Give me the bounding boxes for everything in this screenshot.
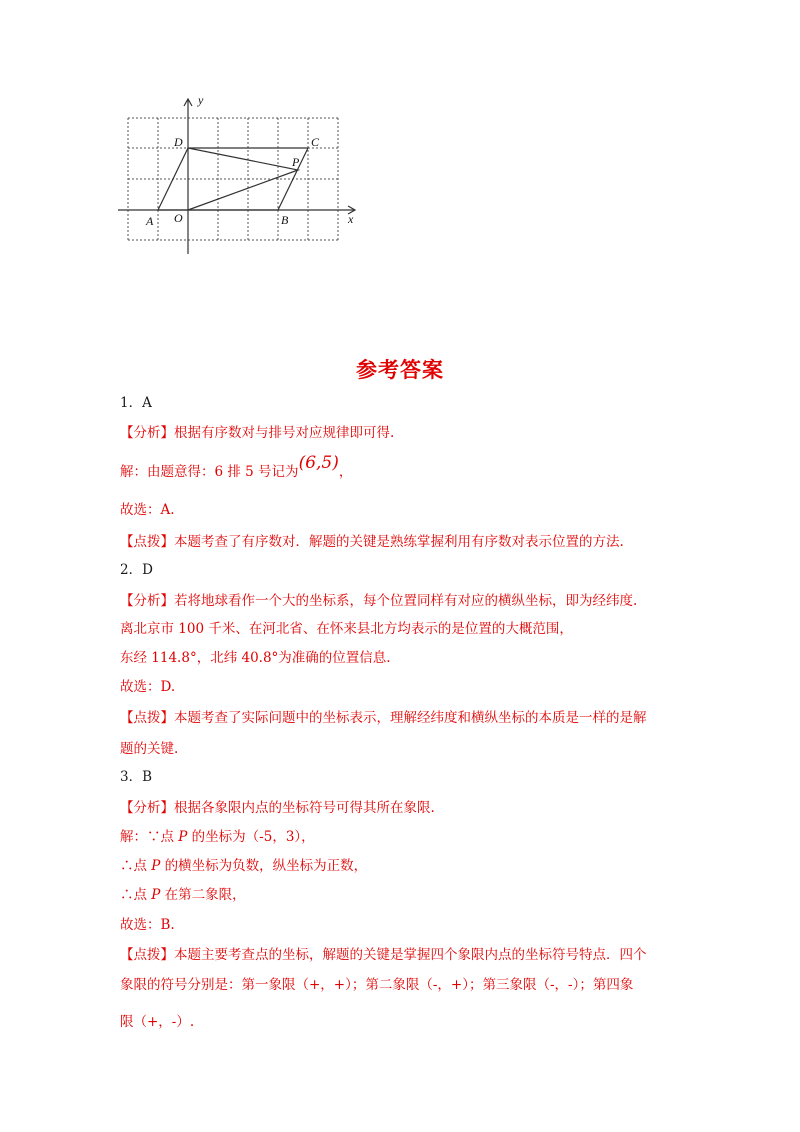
q2-answer: 2．D [120,562,153,578]
q1-solution-pair: (6,5) [298,453,339,473]
q3-comment-1: 【点拨】本题主要考查点的坐标，解题的关键是掌握四个象限内点的坐标符号特点．四个 [120,947,647,963]
q1-solution-prefix: 解：由题意得：6 排 5 号记为 [120,464,299,480]
q1-choice: 故选：A. [120,502,175,518]
q3-sol1-text-a: 解：∵点 [120,829,179,845]
q3-comment-2: 象限的符号分别是：第一象限（+，+）；第二象限（-，+）；第三象限（-，-）；第四象 [120,977,634,993]
axes [118,99,355,254]
q3-sol2-point: P [151,858,161,874]
answer-heading: 参考答案 [356,358,444,382]
q1-analysis: 【分析】根据有序数对与排号对应规律即可得. [120,425,395,441]
q3-choice: 故选：B. [120,917,175,933]
coordinate-figure [110,88,370,258]
q1-solution-suffix: ， [338,464,353,480]
label-x: x [348,212,354,226]
q3-sol1-text-b: 的坐标为（-5，3）， [187,829,315,845]
q2-comment-2: 题的关键. [120,741,179,757]
q2-analysis-2: 离北京市 100 千米、在河北省、在怀来县北方均表示的是位置的大概范围， [120,621,573,637]
q2-analysis-3: 东经 114.8°，北纬 40.8°为准确的位置信息. [120,650,391,666]
label-p: P [292,155,300,169]
label-b: B [281,213,289,227]
q1-comment: 【点拨】本题考查了有序数对．解题的关键是熟练掌握利用有序数对表示位置的方法. [120,534,624,550]
q2-analysis: 【分析】若将地球看作一个大的坐标系，每个位置同样有对应的横纵坐标，即为经纬度. [120,593,638,609]
q2-comment-1: 【点拨】本题考查了实际问题中的坐标表示，理解经纬度和横纵坐标的本质是一样的是解 [120,710,647,726]
q3-comment-3: 限（+，-）. [120,1014,195,1030]
grid [128,118,338,240]
q1-solution [120,453,353,481]
label-d: D [174,135,183,149]
q1-answer: 1．A [120,395,152,411]
q3-sol2-text-a: ∴点 [120,858,152,874]
q3-solution-3 [120,886,246,904]
q3-sol3-text-a: ∴点 [120,887,152,903]
q3-sol2-text-b: 的横坐标为负数，纵坐标为正数， [160,858,368,874]
q3-sol3-point: P [151,887,161,903]
label-y: y [198,93,204,107]
q2-choice: 故选：D. [120,679,176,695]
label-a: A [146,214,154,228]
label-c: C [311,135,320,149]
q3-sol3-text-b: 在第二象限， [160,887,246,903]
label-o: O [174,211,183,225]
q3-solution-1 [120,828,315,846]
q3-analysis: 【分析】根据各象限内点的坐标符号可得其所在象限. [120,800,435,816]
q3-solution-2 [120,857,367,875]
q3-answer: 3．B [120,769,153,785]
q3-sol1-point: P [178,829,188,845]
